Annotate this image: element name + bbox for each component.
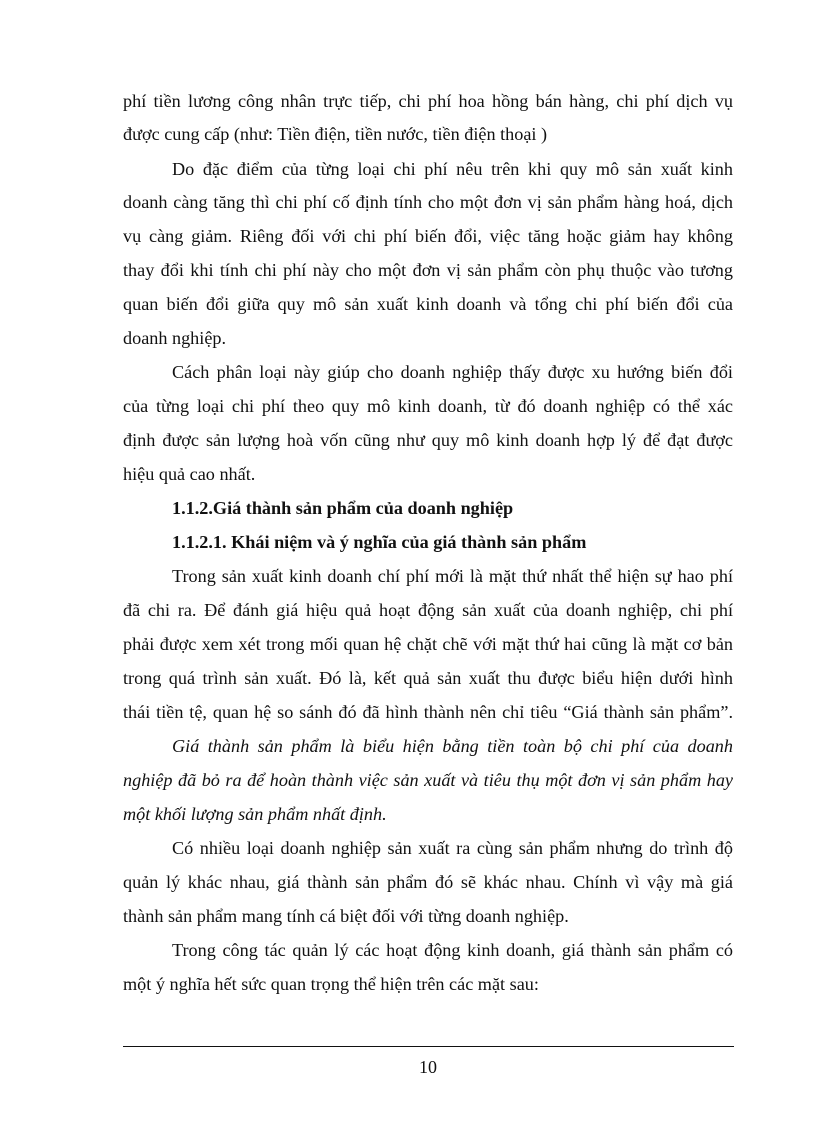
page-number: 10 bbox=[419, 1057, 437, 1077]
text-line: doanh nghiệp. bbox=[123, 328, 227, 348]
text-line: Trong công tác quản lý các hoạt động kinh doanh, giá thành sản phẩm có bbox=[172, 940, 733, 960]
definition-line: nghiệp đã bỏ ra để hoàn thành việc sản xuất và tiêu thụ một đơn vị sản phẩm hay bbox=[123, 770, 733, 790]
definition-line: một khối lượng sản phẩm nhất định. bbox=[123, 804, 387, 824]
text-line: được cung cấp (như: Tiền điện, tiền nước, tiền điện thoại ) bbox=[123, 124, 548, 144]
text-line: định được sản lượng hoà vốn cũng như quy mô kinh doanh hợp lý để đạt được bbox=[123, 430, 733, 450]
text-line: trong quá trình sản xuất. Đó là, kết quả sản xuất thu được biểu hiện dưới hình bbox=[123, 668, 733, 688]
text-line: vụ càng giảm. Riêng đối với chi phí biến đổi, việc tăng hoặc giảm hay không bbox=[123, 226, 733, 246]
text-line: đã chi ra. Để đánh giá hiệu quả hoạt động sản xuất của doanh nghiệp, chi phí bbox=[123, 600, 733, 620]
subsection-heading: 1.1.2.1. Khái niệm và ý nghĩa của giá thành sản phẩm bbox=[172, 532, 587, 552]
text-line: thay đổi khi tính chi phí này cho một đơn vị sản phẩm còn phụ thuộc vào tương bbox=[123, 260, 733, 280]
text-line: phí tiền lương công nhân trực tiếp, chi phí hoa hồng bán hàng, chi phí dịch vụ bbox=[123, 91, 733, 111]
text-line: quản lý khác nhau, giá thành sản phẩm đó sẽ khác nhau. Chính vì vậy mà giá bbox=[123, 872, 733, 892]
text-line: Cách phân loại này giúp cho doanh nghiệp thấy được xu hướng biến đổi bbox=[172, 362, 733, 382]
text-line: phải được xem xét trong mối quan hệ chặt chẽ với mặt thứ hai cũng là mặt cơ bản bbox=[123, 634, 733, 654]
definition-line: Giá thành sản phẩm là biểu hiện bằng tiền toàn bộ chi phí của doanh bbox=[172, 736, 733, 756]
text-line: doanh càng tăng thì chi phí cố định tính cho một đơn vị sản phẩm hàng hoá, dịch bbox=[123, 192, 733, 212]
footer-divider bbox=[123, 1046, 734, 1047]
section-heading: 1.1.2.Giá thành sản phẩm của doanh nghiệp bbox=[172, 498, 514, 518]
text-line: Trong sản xuất kinh doanh chí phí mới là mặt thứ nhất thể hiện sự hao phí bbox=[172, 566, 733, 586]
text-line: của từng loại chi phí theo quy mô kinh doanh, từ đó doanh nghiệp có thể xác bbox=[123, 396, 733, 416]
text-line: quan biến đổi giữa quy mô sản xuất kinh doanh và tổng chi phí biến đổi của bbox=[123, 294, 733, 314]
text-line: một ý nghĩa hết sức quan trọng thể hiện trên các mặt sau: bbox=[123, 974, 539, 994]
text-line: thành sản phẩm mang tính cá biệt đối với từng doanh nghiệp. bbox=[123, 906, 569, 926]
text-line: Do đặc điểm của từng loại chi phí nêu trên khi quy mô sản xuất kinh bbox=[172, 159, 733, 179]
text-line: Có nhiều loại doanh nghiệp sản xuất ra cùng sản phẩm nhưng do trình độ bbox=[172, 838, 733, 858]
text-line: hiệu quả cao nhất. bbox=[123, 464, 256, 484]
text-line: thái tiền tệ, quan hệ so sánh đó đã hình thành nên chỉ tiêu “Giá thành sản phẩm”. bbox=[123, 702, 733, 722]
